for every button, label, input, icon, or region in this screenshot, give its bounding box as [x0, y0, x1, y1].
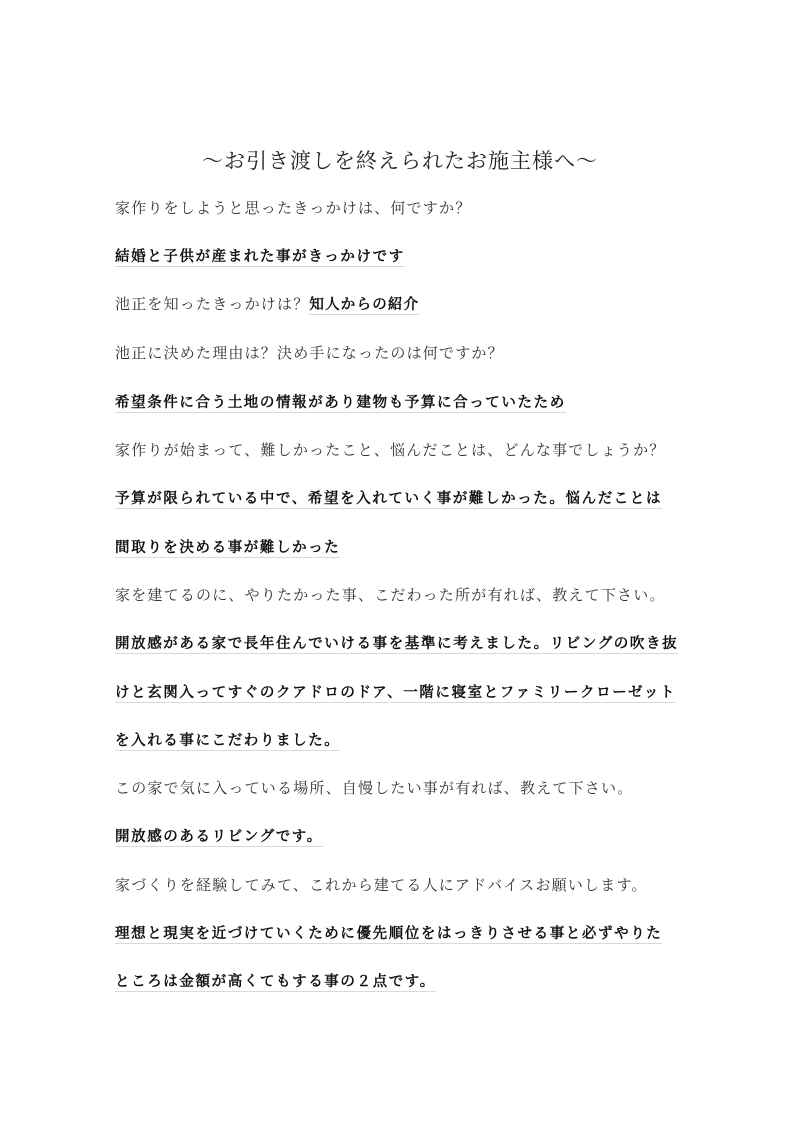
question-2-row — [115, 293, 419, 316]
answer-4-line-2-wrap — [115, 536, 340, 559]
question-1: 家作りをしようと思ったきっかけは、何ですか？ — [115, 199, 472, 217]
answer-4-line-1: 予算が限られている中で、希望を入れていく事が難しかった。悩んだことは — [115, 491, 663, 507]
answer-7-line-2: ところは金額が高くてもする事の２点です。 — [115, 974, 436, 990]
question-7: 家づくりを経験してみて、これから建てる人にアドバイスお願いします。 — [115, 876, 648, 894]
answer-5-line-3-wrap — [115, 729, 340, 752]
answer-5-line-2: けと玄関入ってすぐのクアドロのドア、一階に寝室とファミリークローゼット — [115, 685, 677, 701]
question-6: この家で気に入っている場所、自慢したい事が有れば、教えて下さい。 — [115, 779, 634, 797]
answer-5-line-2-wrap — [115, 681, 676, 704]
answer-7-line-2-wrap — [115, 970, 436, 993]
answer-1-wrap — [115, 245, 405, 268]
question-3: 池正に決めた理由は？決め手になったのは何ですか？ — [115, 344, 504, 362]
answer-3-wrap — [115, 391, 566, 414]
answer-6-wrap — [115, 825, 323, 848]
answer-1: 結婚と子供が産まれた事がきっかけです — [115, 249, 405, 265]
page-title: 〜お引き渡しを終えられたお施主様へ〜 — [202, 149, 598, 173]
question-2: 池正を知ったきっかけは？ — [115, 295, 310, 313]
answer-4-line-1-wrap — [115, 487, 662, 510]
answer-6: 開放感のあるリビングです。 — [115, 829, 323, 845]
answer-7-line-1-wrap — [115, 922, 662, 945]
answer-4-line-2: 間取りを決める事が難しかった — [115, 540, 341, 556]
question-5: 家を建てるのに、やりたかった事、こだわった所が有れば、教えて下さい。 — [115, 586, 666, 604]
answer-5-line-1: 開放感がある家で長年住んでいける事を基準に考えました。リビングの吹き抜 — [115, 636, 679, 652]
question-4: 家作りが始まって、難しかったこと、悩んだことは、どんな事でしょうか？ — [115, 441, 666, 459]
answer-5-line-3: を入れる事にこだわりました。 — [115, 733, 341, 749]
answer-5-line-1-wrap — [115, 632, 678, 655]
answer-7-line-1: 理想と現実を近づけていくために優先順位をはっきりさせる事と必ずやりた — [115, 926, 663, 942]
answer-3: 希望条件に合う土地の情報があり建物も予算に合っていたため — [115, 395, 566, 411]
answer-2: 知人からの紹介 — [309, 297, 420, 313]
